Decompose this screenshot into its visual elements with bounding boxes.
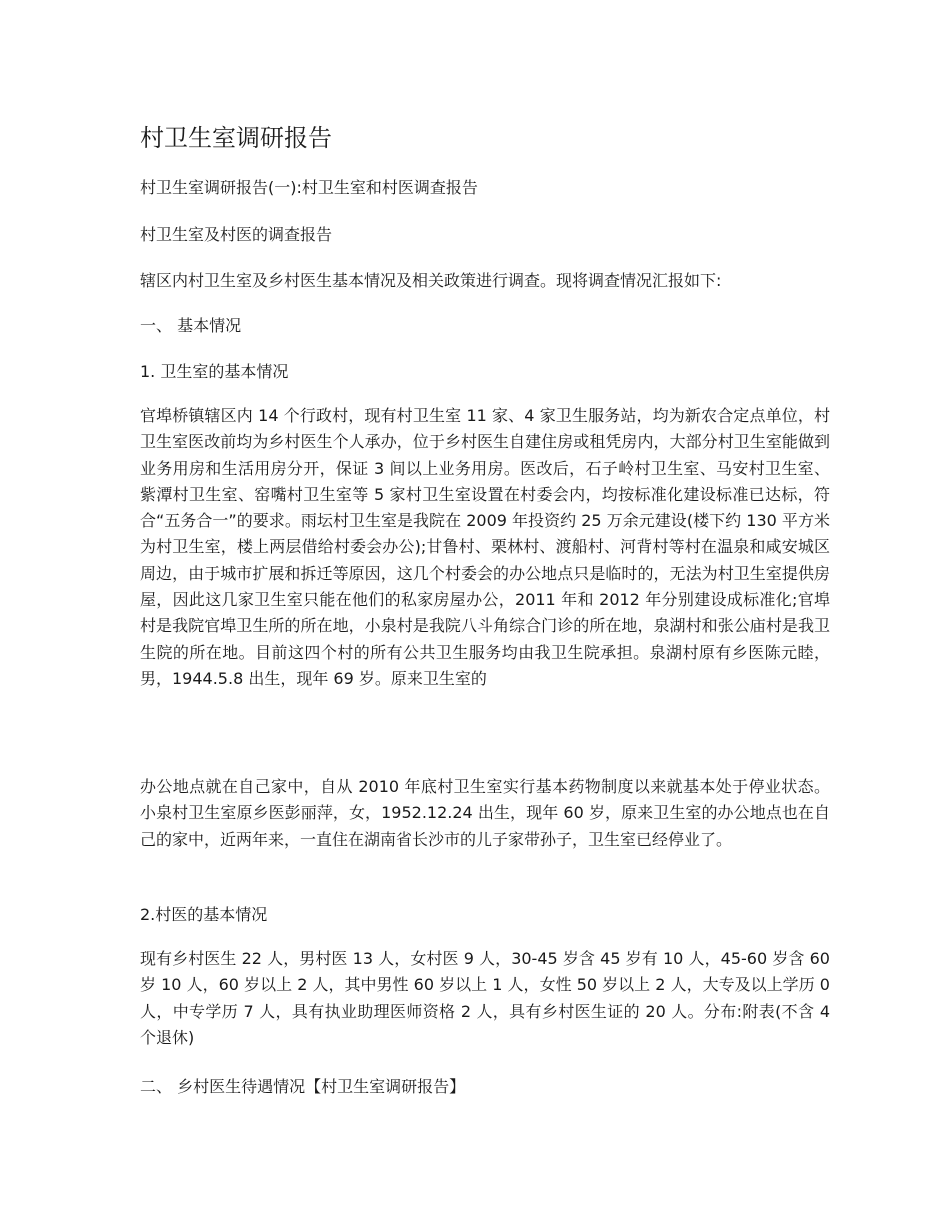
report-title: 村卫生室及村医的调查报告 bbox=[140, 225, 333, 244]
paragraph-clinic-status: 办公地点就在自己家中，自从 2010 年底村卫生室实行基本药物制度以来就基本处于停业状态。小泉村卫生室原乡医彭丽萍，女，1952.12.24 出生，现年 60 岁，原来卫生室的办公地点也在自己的家中，近两年来，一直住在湖南省长沙市的儿子家带孙子，卫生室已经停业了。 bbox=[140, 777, 830, 849]
subsection-2-heading: 2.村医的基本情况 bbox=[140, 905, 268, 924]
intro-paragraph: 辖区内村卫生室及乡村医生基本情况及相关政策进行调查。现将调查情况汇报如下: bbox=[140, 271, 722, 290]
section-2-heading: 二、 乡村医生待遇情况【村卫生室调研报告】 bbox=[140, 1077, 466, 1096]
paragraph-clinic-basics: 官埠桥镇辖区内 14 个行政村，现有村卫生室 11 家、4 家卫生服务站，均为新农合定点单位，村卫生室医改前均为乡村医生个人承办，位于乡村医生自建住房或租凭房内，大部分村卫生室能做到业务用房和生活用房分开，保证 3 间以上业务用房。医改后，石子岭村卫生室、马安村卫生室、紫潭村卫生室、窑嘴村卫生室等 5 家村卫生室设置在村委会内，均按标准化建设标准已达标，符合“五务合一”的要求。雨坛村卫生室是我院在 2009 年投资约 25 万余元建设(楼下约 130 平方米为村卫生室，楼上两层借给村委会办公);甘鲁村、栗林村、渡船村、河背村等村在温泉和咸安城区周边，由于城市扩展和拆迁等原因，这几个村委会的办公地点只是临时的，无法为村卫生室提供房屋，因此这几家卫生室只能在他们的私家房屋办公，2011 年和 2012 年分别建设成标准化;官埠村是我院官埠卫生所的所在地，小泉村是我院八斗角综合门诊的所在地，泉湖村和张公庙村是我卫生院的所在地。目前这四个村的所有公共卫生服务均由我卫生院承担。泉湖村原有乡医陈元睦，男，1944.5.8 出生，现年 69 岁。原来卫生室的 bbox=[140, 406, 830, 688]
document-title: 村卫生室调研报告 bbox=[140, 124, 332, 152]
paragraph-doctor-basics: 现有乡村医生 22 人，男村医 13 人，女村医 9 人，30-45 岁含 45 岁有 10 人，45-60 岁含 60 岁 10 人，60 岁以上 2 人，其中男性 60 岁以上 1 人，女性 50 岁以上 2 人，大专及以上学历 0 人，中专学历 7 人，具有执业助理医师资格 2 人，具有乡村医生证的 20 人。分布:附表(不含 4 个退休) bbox=[140, 949, 830, 1047]
document-subtitle: 村卫生室调研报告(一):村卫生室和村医调查报告 bbox=[140, 178, 478, 197]
subsection-1-heading: 1. 卫生室的基本情况 bbox=[140, 362, 289, 381]
section-1-heading: 一、 基本情况 bbox=[140, 316, 242, 335]
